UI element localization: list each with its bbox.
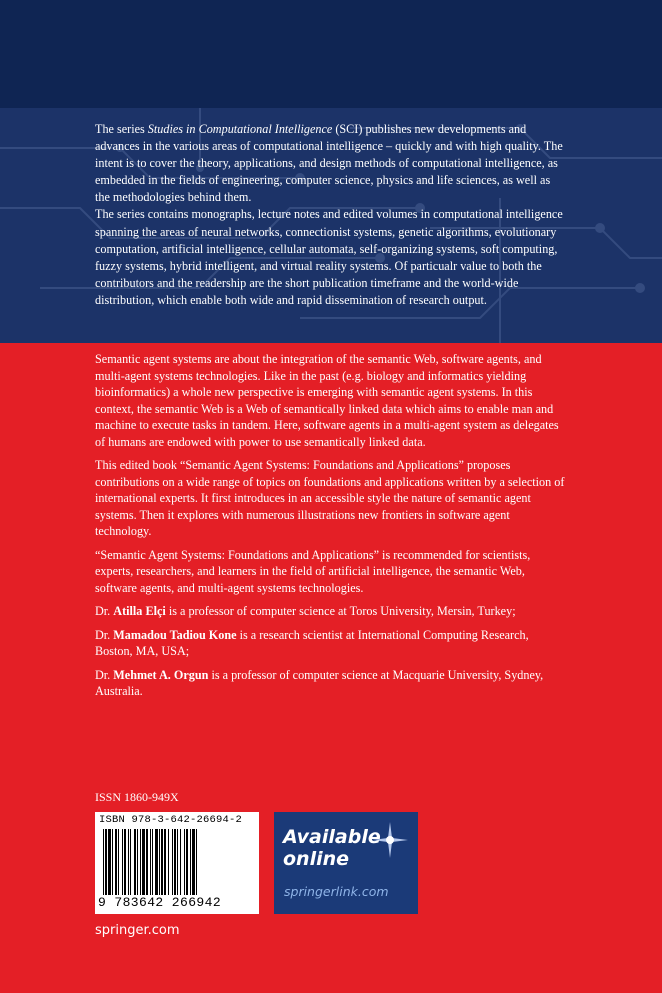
- isbn-text: ISBN 978-3-642-26694-2: [99, 814, 243, 826]
- issn: ISSN 1860-949X: [95, 790, 179, 804]
- publisher-url[interactable]: springer.com: [95, 923, 180, 938]
- barcode-bar: [118, 829, 119, 895]
- barcode-bar: [186, 829, 188, 895]
- barcode-bar: [130, 829, 131, 895]
- barcode-bar: [177, 829, 178, 895]
- book-description: [95, 351, 565, 707]
- barcode-bar: [168, 829, 169, 895]
- available-online-title: Available online: [283, 826, 381, 870]
- description-paragraph-2: This edited book “Semantic Agent Systems: Foundations and Applications” proposes contributions on a wide range of topics on foundations and applications written by a selection of international experts. It first introduces in an accessible style the nature of semantic agent systems. Then it explores with numerous illustrations new frontiers in software agent technology.: [95, 458, 565, 538]
- barcode-bar: [103, 829, 104, 895]
- editor-3: Dr. Mehmet A. Orgun is a professor of computer science at Macquarie University, Sydney, Australia.: [95, 667, 544, 698]
- barcode-bar: [112, 829, 113, 895]
- barcode-bar: [150, 829, 151, 895]
- description-paragraph-1: Semantic agent systems are about the integration of the semantic Web, software agents, and multi-agent systems technologies. Like in the past (e.g. biology and informatics yielding bioinformatics) a whole new perspective is emerging with semantic agent systems. In this context, the semantic Web is a Web of semantically linked data which aims to enable man and machine to execute tasks in tandem. Here, software agents in a multi-agent system as delegates of humans are endowed with power to use semantically linked data.: [95, 352, 559, 449]
- barcode: [95, 812, 259, 914]
- barcode-bars: [101, 829, 253, 895]
- barcode-bar: [128, 829, 129, 895]
- barcode-bar: [140, 829, 141, 895]
- barcode-bar: [146, 829, 148, 895]
- barcode-bar: [184, 829, 185, 895]
- barcode-bar: [174, 829, 176, 895]
- barcode-bar: [124, 829, 126, 895]
- barcode-bar: [137, 829, 138, 895]
- series-paragraph-2: The series contains monographs, lecture notes and edited volumes in computational intelligence spanning the areas of neural networks, connectionist systems, genetic algorithms, evolutionary computation, artificial intelligence, cellular automata, self-organizing systems, soft computing, fuzzy systems, hybrid intelligent, and virtual reality systems. Of particualr value to both the contributors and the readership are the short publication timeframe and the world-wide distribution, which enable both wide and rapid dissemination of research output.: [95, 207, 563, 307]
- barcode-bar: [108, 829, 111, 895]
- series-description: [95, 121, 565, 309]
- series-paragraph-1: The series Studies in Computational Intelligence (SCI) publishes new developments and advances in the various areas of computational intelligence – quickly and with high quality. The intent is to cover the theory, applications, and design methods of computational intelligence, as embedded in the fields of engineering, computer science, physics and life sciences, as well as the methodologies behind them.: [95, 122, 563, 205]
- barcode-bar: [134, 829, 136, 895]
- barcode-bar: [105, 829, 107, 895]
- available-online-badge[interactable]: [274, 812, 418, 914]
- barcode-bar: [196, 829, 197, 895]
- springerlink-link[interactable]: springerlink.com: [284, 884, 389, 899]
- ean-digits: 9 783642 266942: [98, 895, 222, 910]
- barcode-bar: [122, 829, 123, 895]
- barcode-bar: [190, 829, 191, 895]
- description-paragraph-3: “Semantic Agent Systems: Foundations and Applications” is recommended for scientists, experts, researchers, and learners in the field of artificial intelligence, the semantic Web, software agents, and multi-agent systems technologies.: [95, 547, 531, 595]
- barcode-bar: [180, 829, 181, 895]
- barcode-bar: [142, 829, 145, 895]
- editor-name: Mehmet A. Orgun: [113, 667, 209, 682]
- barcode-bar: [159, 829, 160, 895]
- editor-2: Dr. Mamadou Tadiou Kone is a research scientist at International Computing Research, Boston, MA, USA;: [95, 627, 529, 658]
- barcode-bar: [115, 829, 117, 895]
- barcode-bar: [164, 829, 166, 895]
- barcode-bar: [155, 829, 158, 895]
- barcode-bar: [192, 829, 195, 895]
- editor-name: Atilla Elçi: [113, 604, 166, 618]
- editor-1: Dr. Atilla Elçi is a professor of computer science at Toros University, Mersin, Turkey;: [95, 604, 516, 618]
- editor-name: Mamadou Tadiou Kone: [113, 627, 237, 642]
- barcode-bar: [152, 829, 153, 895]
- barcode-bar: [172, 829, 173, 895]
- series-name: Studies in Computational Intelligence: [147, 122, 333, 136]
- barcode-bar: [161, 829, 163, 895]
- top-band: [0, 0, 662, 108]
